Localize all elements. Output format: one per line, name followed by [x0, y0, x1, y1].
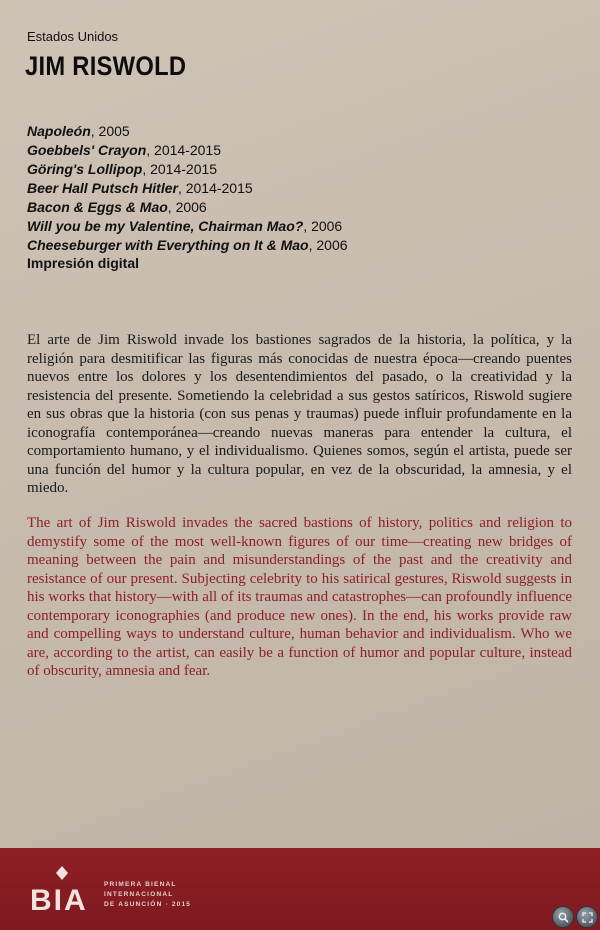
footer-band — [0, 848, 600, 930]
biennial-line-1: PRIMERA BIENAL — [104, 881, 177, 888]
work-title: Napoleón — [27, 123, 91, 139]
logo-accent-icon — [56, 866, 68, 880]
description-spanish: El arte de Jim Riswold invade los bastiones sagrados de la historia, la política, y la religión para desmitificar las figuras más conocidas de nuestra época—creando puentes nuevos entre los dolores y los desentendimientos del pasado, o la creatividad y la resistencia del presente. Sometiendo la celebridad a sus gestos satíricos, Riswold sugiere en sus obras que la historia (con sus penas y traumas) puede influir profundamente en la iconografía contemporánea—creando nuevas maneras para entender la cultura, el comportamiento humano, y el individualismo. Quienes somos, según el artista, puede ser una función del humor y la cultura popular, en vez de la obscuridad, la amnesia, y el miedo. — [27, 332, 572, 496]
work-title: Cheeseburger with Everything on It & Mao — [27, 237, 309, 253]
work-year: , 2005 — [90, 123, 130, 139]
magnify-icon[interactable] — [552, 906, 574, 928]
biennial-line-3: DE ASUNCIÓN · 2015 — [104, 901, 192, 908]
fullscreen-icon[interactable] — [576, 906, 598, 928]
work-title: Will you be my Valentine, Chairman Mao? — [27, 218, 304, 234]
work-title: Göring's Lollipop — [27, 161, 143, 177]
work-year: , 2014-2015 — [142, 161, 218, 177]
work-item — [27, 198, 348, 217]
biennial-line-2: INTERNACIONAL — [104, 891, 174, 898]
work-item — [27, 122, 348, 141]
work-item — [27, 141, 348, 160]
work-item — [27, 179, 348, 198]
work-year: , 2006 — [167, 199, 207, 215]
fullscreen-glyph-icon — [582, 912, 593, 923]
logo-text: BIA — [30, 884, 88, 917]
work-item — [27, 217, 348, 236]
technique-label: Impresión digital — [27, 255, 140, 271]
magnify-glyph-icon — [558, 912, 569, 923]
work-item — [27, 160, 348, 179]
work-year: , 2006 — [308, 237, 348, 253]
work-year: , 2014-2015 — [177, 180, 253, 196]
work-year: , 2006 — [303, 218, 343, 234]
work-title: Bacon & Eggs & Mao — [27, 199, 168, 215]
work-title: Goebbels' Crayon — [27, 142, 147, 158]
work-title: Beer Hall Putsch Hitler — [27, 180, 178, 196]
artist-name: JIM RISWOLD — [25, 51, 187, 81]
works-list — [27, 122, 348, 255]
bia-logo — [14, 858, 98, 918]
work-item — [27, 236, 348, 255]
work-year: , 2014-2015 — [146, 142, 221, 158]
artist-country: Estados Unidos — [27, 29, 119, 44]
description-english: The art of Jim Riswold invades the sacred bastions of history, politics and religion to demystify some of the most well-known figures of our time—creating new bridges of meaning between the pain and misunderstandings of the past and the creativity and resistance of our present. Subjecting celebrity to his satirical gestures, Riswold suggests in his works that history—with all of its traumas and catastrophes—can profoundly influence contemporary iconographies (and produce new ones). In the end, his works provide raw and compelling ways to understand culture, human behavior and individualism. Who we are, according to the artist, can easily be a function of humor and popular culture, instead of obscurity, amnesia and fear. — [27, 515, 572, 679]
